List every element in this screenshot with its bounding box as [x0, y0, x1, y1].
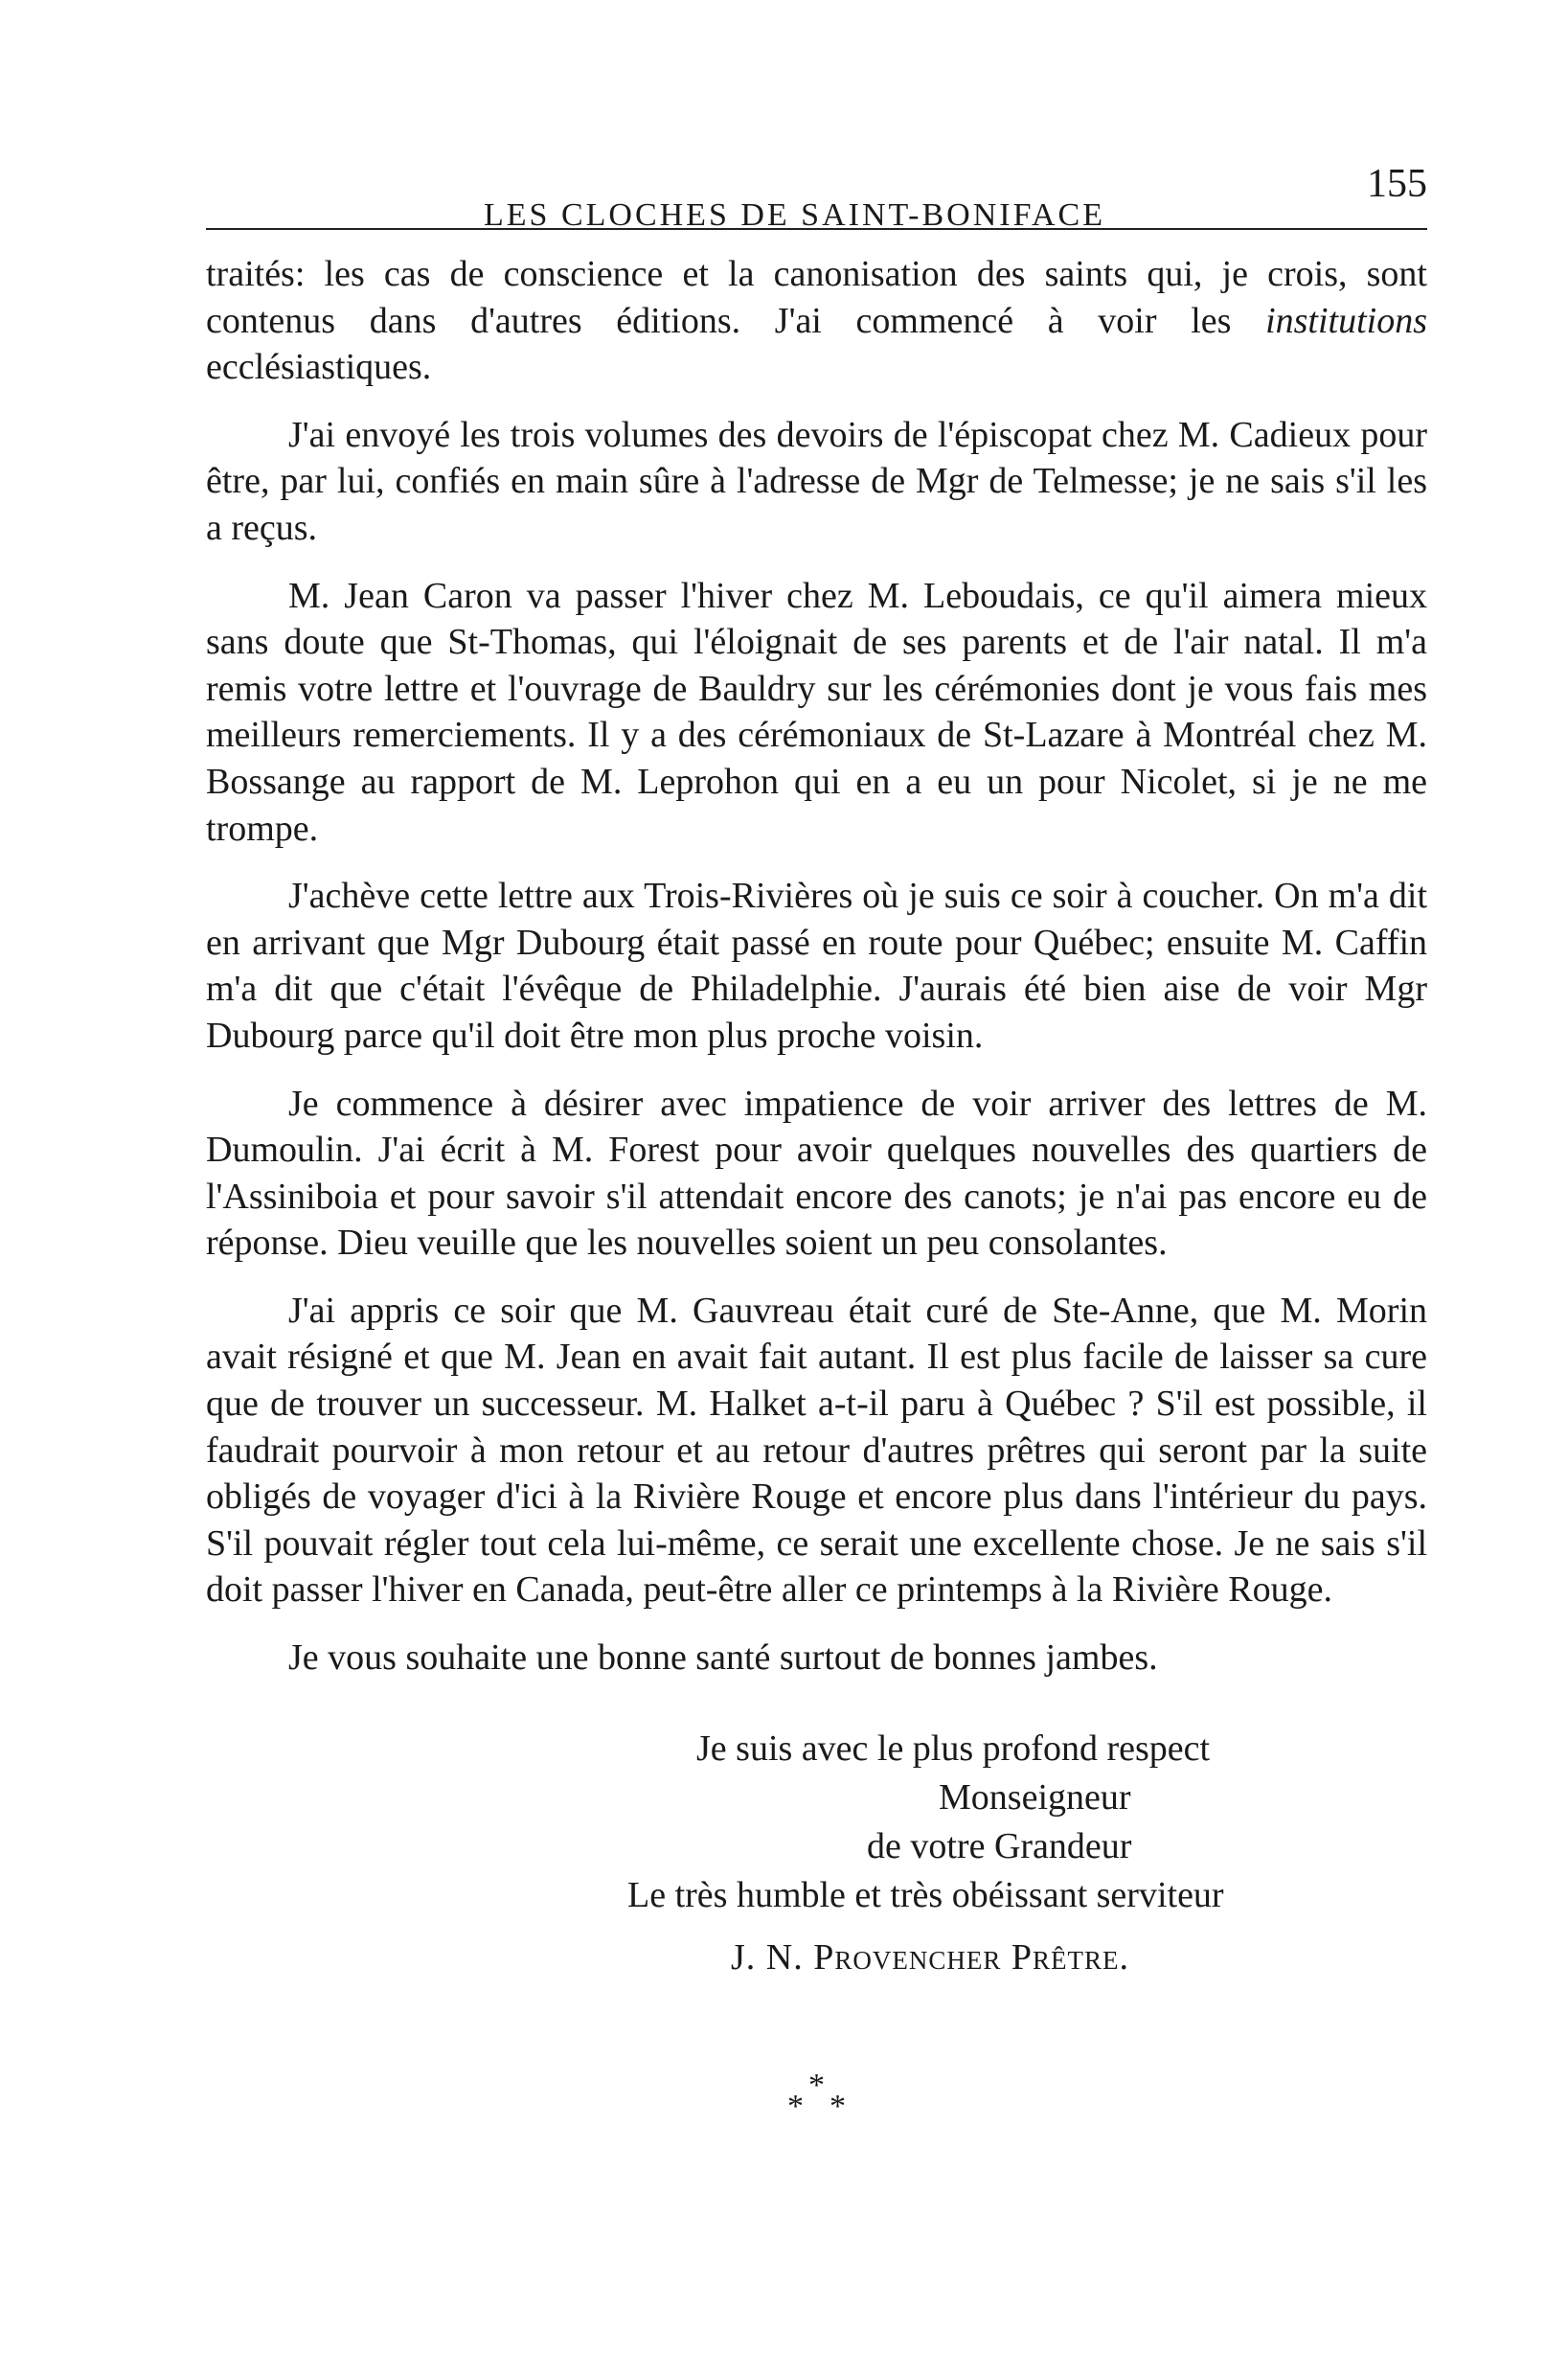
paragraph-text: ecclésiastiques. [206, 347, 432, 388]
paragraph-continued [206, 251, 1427, 391]
closing-line: Le très humble et très obéissant serviteur [627, 1875, 1224, 1915]
page-number: 155 [1367, 162, 1427, 206]
running-title: LES CLOCHES DE SAINT-BONIFACE [484, 197, 1105, 233]
closing-line: Je suis avec le plus profond respect [696, 1728, 1211, 1769]
star-glyph: * [787, 2089, 804, 2124]
paragraph: J'ai appris ce soir que M. Gauvreau était curé de Ste-Anne, que M. Morin avait résigné et que M. Jean en avait fait autant. Il est plus facile de laisser sa cure que de trouver un successeur. M. Halket a-t-il paru à Québec ? S'il est possible, il faudrait pourvoir à mon retour et au retour d'autres prêtres qui seront par la suite obligés de voyager d'ici à la Rivière Rouge et encore plus dans l'intérieur du pays. S'il pouvait régler tout cela lui-même, ce serait une excellente chose. Je ne sais s'il doit passer l'hiver en Canada, peut-être aller ce printemps à la Rivière Rouge. [206, 1290, 1427, 1611]
closing-line: Monseigneur [939, 1777, 1131, 1818]
paragraph: M. Jean Caron va passer l'hiver chez M. Leboudais, ce qu'il aimera mieux sans doute que St-Thomas, qui l'éloignait de ses parents et de l'air natal. Il m'a remis votre lettre et l'ouvrage de Bauldry sur les cérémonies dont je vous fais mes meilleurs remerciements. Il y a des cérémoniaux de St-Lazare à Montréal chez M. Bossange au rapport de M. Leprohon qui en a eu un pour Nicolet, si je ne me trompe. [206, 575, 1427, 849]
star-glyph: * [829, 2089, 846, 2124]
letter-closing [206, 1725, 1427, 1982]
page-header [206, 144, 1427, 233]
paragraph-text: traités: les cas de conscience et la canonisation des saints qui, je crois, sont contenus dans d'autres éditions. J'ai commencé à voir les [206, 254, 1427, 341]
paragraph: J'ai envoyé les trois volumes des devoirs de l'épiscopat chez M. Cadieux pour être, par lui, confiés en main sûre à l'adresse de Mgr de Telmesse; je ne sais s'il les a reçus. [206, 414, 1427, 548]
letter-body [206, 251, 1427, 1703]
signature: J. N. Provencher Prêtre. [731, 1937, 1129, 1978]
paragraph: J'achève cette lettre aux Trois-Rivières où je suis ce soir à coucher. On m'a dit en arrivant que Mgr Dubourg était passé en route pour Québec; ensuite M. Caffin m'a dit que c'était l'évêque de Philadelphie. J'aurais été bien aise de voir Mgr Dubourg parce qu'il doit être mon plus proche voisin. [206, 876, 1427, 1056]
paragraph: Je commence à désirer avec impatience de voir arriver des lettres de M. Dumoulin. J'ai écrit à M. Forest pour avoir quelques nouvelles des quartiers de l'Assiniboia et pour savoir s'il attendait encore des canots; je n'ai pas encore eu de réponse. Dieu veuille que les nouvelles soient un peu consolantes. [206, 1083, 1427, 1264]
header-rule [206, 228, 1427, 230]
closing-line: de votre Grandeur [867, 1826, 1132, 1866]
asterism-ornament [787, 2068, 864, 2125]
paragraph-wish: Je vous souhaite une bonne santé surtout de bonnes jambes. [288, 1637, 1158, 1679]
italic-term: institutions [1265, 300, 1427, 341]
star-glyph: * [808, 2068, 825, 2103]
